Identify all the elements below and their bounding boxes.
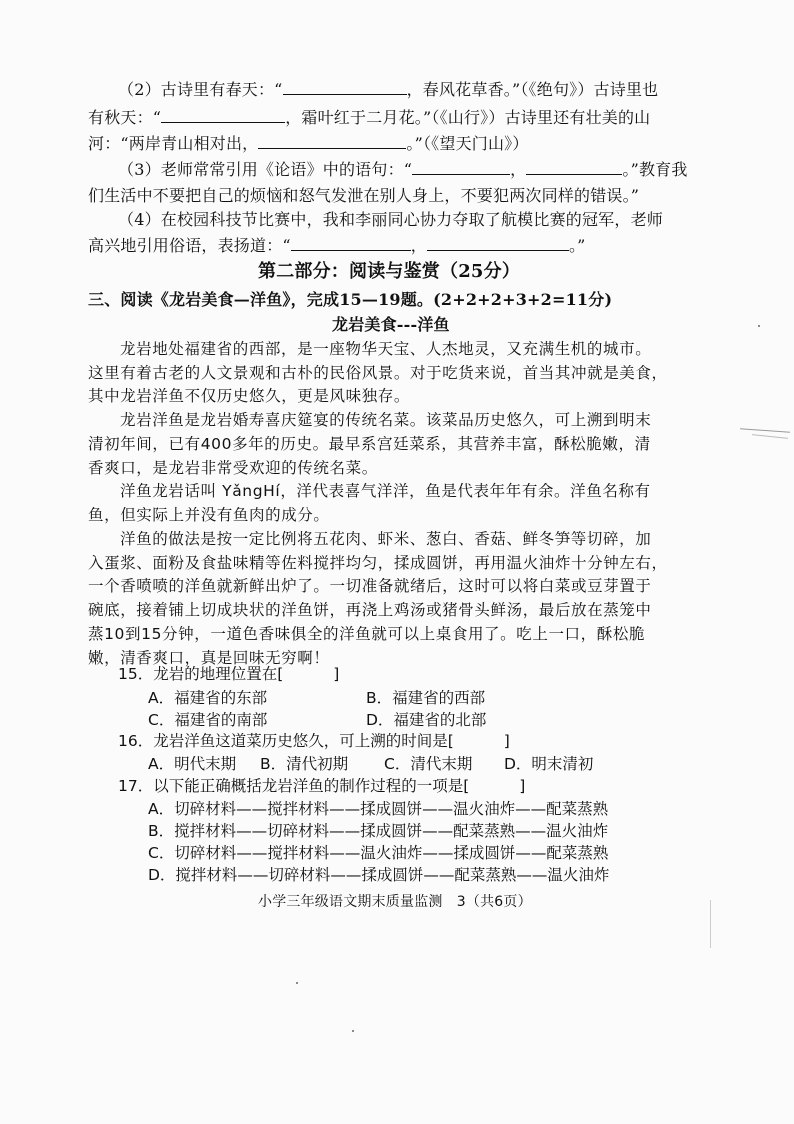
passage-line: 洋鱼龙岩话叫 YǎngHí，洋代表喜气洋洋，鱼是代表年年有余。洋鱼名称有	[120, 482, 651, 500]
passage-line: 碗底，接着铺上切成块状的洋鱼饼，再浇上鸡汤或猪骨头鲜汤，最后放在蒸笼中	[88, 601, 652, 619]
question-16-stem	[118, 731, 510, 751]
option-a[interactable]: A．福建省的东部	[148, 689, 268, 707]
answer-blank[interactable]	[258, 134, 406, 149]
question-stem-text: 15．龙岩的地理位置在[	[118, 665, 284, 683]
passage-line: 香爽口，是龙岩非常受欢迎的传统名菜。	[88, 459, 378, 477]
q2-line-2	[88, 108, 650, 128]
q4-text-2: 高兴地引用俗语，表扬道：“	[88, 236, 291, 255]
option-b[interactable]: B．搅拌材料——切碎材料——揉成圆饼——配菜蒸熟——温火油炸	[148, 822, 609, 840]
option-c[interactable]: C．清代末期	[384, 755, 473, 773]
q2-text-1: （2）古诗里有春天：“	[118, 80, 283, 99]
option-a[interactable]: A．明代末期	[148, 755, 237, 773]
passage-line: 龙岩地处福建省的西部，是一座物华天宝、人杰地灵，又充满生机的城市。	[120, 340, 652, 358]
q4-line-2	[88, 236, 586, 256]
scan-dot	[296, 982, 298, 984]
passage-line: 其中龙岩洋鱼不仅历史悠久，更是风味独存。	[88, 387, 411, 405]
part-heading: 第二部分：阅读与鉴赏（25分）	[258, 261, 521, 282]
q2-text-3: 有秋天：“	[88, 108, 162, 127]
option-d[interactable]: D．搅拌材料——切碎材料——揉成圆饼——配菜蒸熟——温火油炸	[148, 866, 610, 884]
q2-line-1	[118, 80, 658, 100]
q3-text-2: ，	[510, 160, 527, 179]
option-b[interactable]: B．福建省的西部	[366, 689, 486, 707]
q3-line-1	[118, 160, 688, 180]
question-17-stem	[118, 776, 525, 796]
option-a[interactable]: A．切碎材料——搅拌材料——揉成圆饼——温火油炸——配菜蒸熟	[148, 800, 609, 818]
section-heading: 三、阅读《龙岩美食—洋鱼》，完成15—19题。(2+2+2+3+2=11分)	[88, 290, 613, 309]
q3-text-1: （3）老师常常引用《论语》中的语句：“	[118, 160, 413, 179]
page-footer: 小学三年级语文期末质量监测 3（共6页）	[258, 894, 532, 910]
bracket-close: ]	[333, 665, 340, 683]
answer-blank[interactable]	[412, 160, 510, 175]
scan-dot	[758, 325, 760, 327]
q4-text-3: ，	[410, 236, 427, 255]
scan-dot	[352, 1030, 354, 1032]
option-d[interactable]: D．福建省的北部	[366, 711, 487, 729]
question-15-stem	[118, 664, 339, 684]
question-stem-text: 17．以下能正确概括龙岩洋鱼的制作过程的一项是[	[118, 777, 470, 795]
option-c[interactable]: C．切碎材料——搅拌材料——温火油炸——揉成圆饼——配菜蒸熟	[148, 844, 609, 862]
answer-blank[interactable]	[283, 80, 407, 95]
bracket-close: ]	[503, 732, 510, 750]
passage-line: 洋鱼的做法是按一定比例将五花肉、虾米、葱白、香菇、鲜冬笋等切碎，加	[120, 530, 652, 548]
passage-line: 一个香喷喷的洋鱼就新鲜出炉了。一切准备就绪后，这时可以将白菜或豆芽置于	[88, 577, 652, 595]
q2-text-4: ，霜叶红于二月花。”（《山行》）古诗里还有壮美的山	[285, 108, 651, 127]
passage-line: 鱼，但实际上并没有鱼肉的成分。	[88, 506, 330, 524]
passage-line: 蒸10到15分钟，一道色香味俱全的洋鱼就可以上桌食用了。吃上一口，酥松脆	[88, 625, 646, 643]
answer-blank[interactable]	[427, 236, 569, 251]
scan-mark	[710, 900, 711, 948]
q3-line-2	[88, 186, 639, 206]
q2-line-3	[88, 134, 529, 154]
scan-mark	[752, 434, 788, 439]
passage-line: 龙岩洋鱼是龙岩婚寿喜庆筵宴的传统名菜。该菜品历史悠久，可上溯到明末	[120, 411, 652, 429]
q3-text-3: 。”教育我	[622, 160, 688, 179]
q4-text-4: 。”	[568, 236, 586, 255]
passage-line: 这里有着古老的人文景观和古朴的民俗风景。对于吃货来说，首当其冲就是美食，	[88, 364, 668, 382]
passage-line: 入蛋浆、面粉及食盐味精等佐料搅拌均匀，揉成圆饼，再用温火油炸十分钟左右，	[88, 554, 668, 572]
q2-text-6: 。”（《望天门山》）	[406, 134, 529, 153]
passage-line: 清初年间，已有400多年的历史。最早系宫廷菜系，其营养丰富，酥松脆嫩，清	[88, 435, 651, 453]
passage-title: 龙岩美食---洋鱼	[332, 315, 450, 334]
q3-text-4: 们生活中不要把自己的烦恼和怒气发泄在别人身上，不要犯两次同样的错误。”	[88, 186, 640, 205]
q2-text-5: 河：“两岸青山相对出，	[88, 134, 259, 153]
scan-mark	[740, 428, 790, 432]
answer-blank[interactable]	[291, 236, 411, 251]
q2-text-2: ，春风花草香。”（《绝句》）古诗里也	[406, 80, 659, 99]
question-stem-text: 16．龙岩洋鱼这道菜历史悠久，可上溯的时间是[	[118, 732, 454, 750]
option-d[interactable]: D．明末清初	[504, 755, 594, 773]
bracket-close: ]	[519, 777, 526, 795]
q4-text-1: （4）在校园科技节比赛中，我和李丽同心协力夺取了航模比赛的冠军，老师	[118, 210, 663, 229]
answer-blank[interactable]	[526, 160, 622, 175]
q4-line-1	[118, 210, 663, 230]
option-c[interactable]: C．福建省的南部	[148, 711, 268, 729]
passage-line: 嫩，清香爽口，真是回味无穷啊！	[88, 649, 330, 667]
option-b[interactable]: B．清代初期	[260, 755, 349, 773]
answer-blank[interactable]	[161, 108, 285, 123]
